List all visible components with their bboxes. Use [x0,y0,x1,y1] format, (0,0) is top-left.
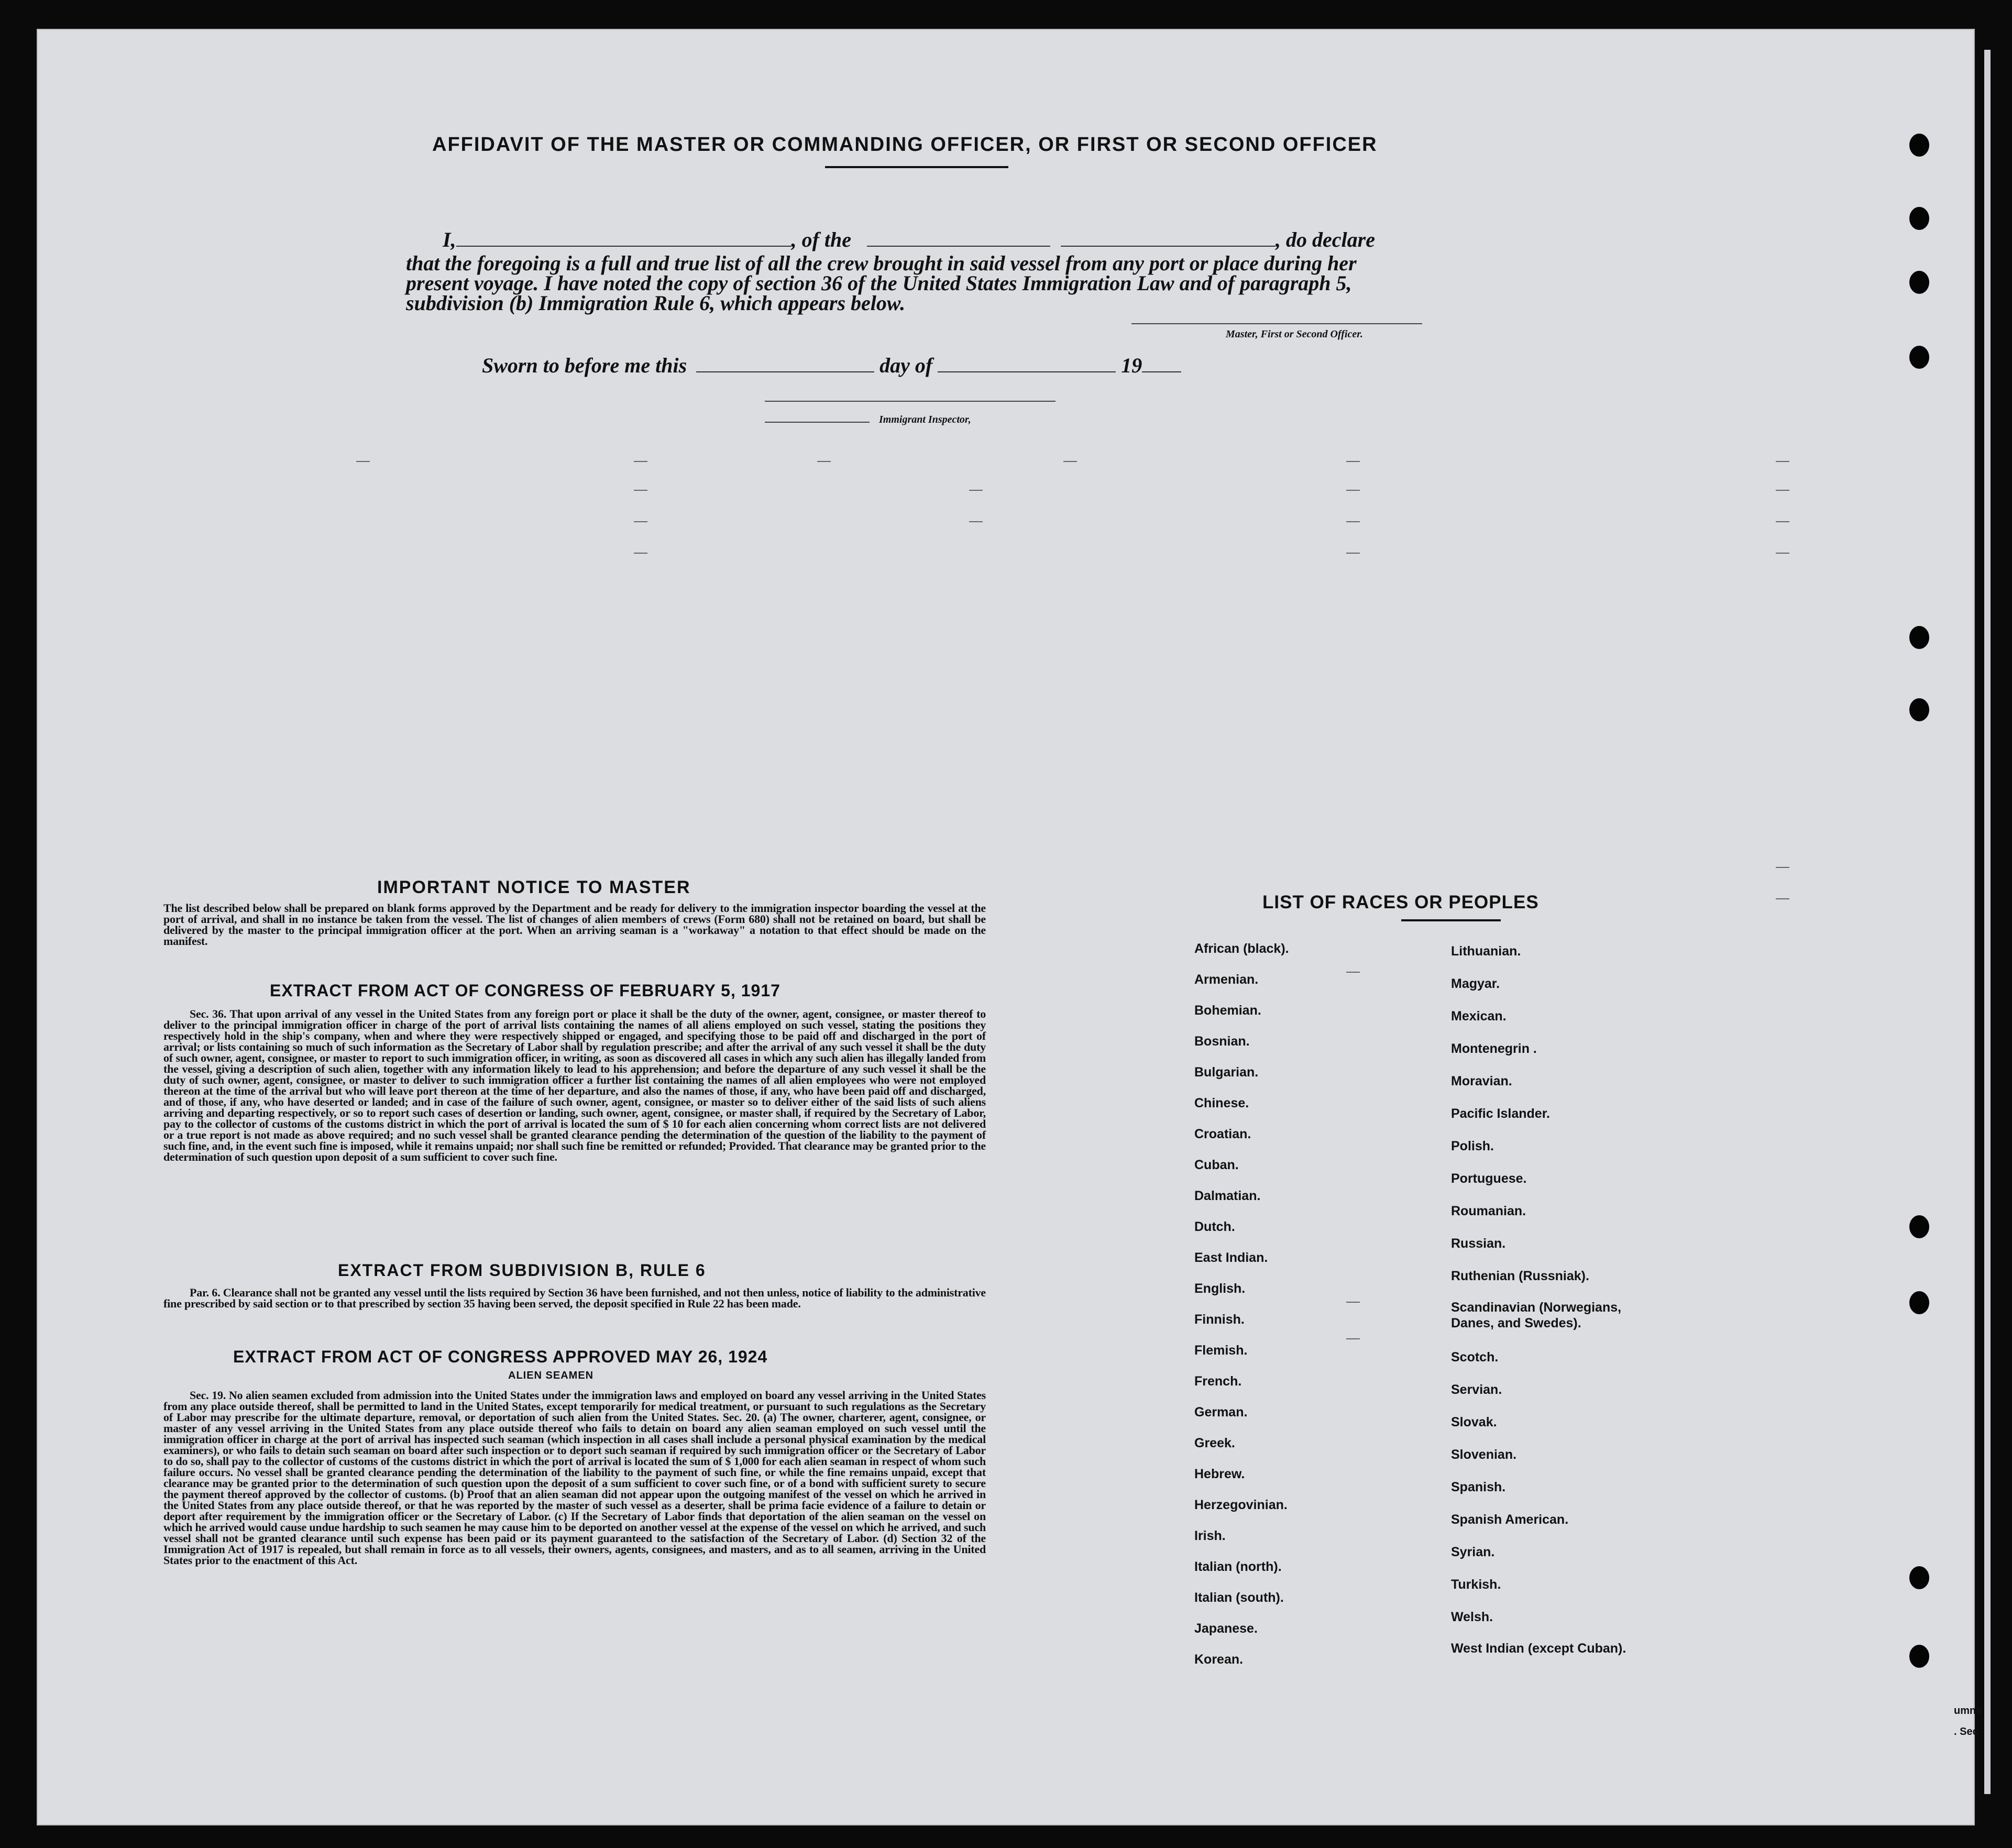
extract-1917-text: Sec. 36. That upon arrival of any vessel in the United States from any foreign port or place it shall be the duty of the owner, agent, consignee, or master thereof to deliver to the principal immigration officer in charge of the port of arrival lists containing the names of all aliens employed on such vessel, stating the positions they respectively hold in the ship's company, when and where they were respectively shipped or engaged, and specifying those to be paid off and discharged in the port of arrival; or lists containing so much of such information as the Secretary of Labor shall by regulation prescribe; and after the arrival of any such vessel it shall be the duty of such owner, agent, consignee, or master to report to such immigration officer, in writing, as soon as discovered all cases in which any such alien has illegally landed from the vessel, giving a description of such alien, together with any information likely to lead to his apprehension; and before the departure of any such vessel it shall be the duty of such owner, agent, consignee, or master to deliver to such immigration officer a further list containing the names of all alien employees who were not employed thereon at the time of the arrival but who will leave port thereon at the time of her departure, and also the names of those, if any, who have been paid off and discharged, and of those, if any, who have deserted or landed; and in case of the failure of such owner, agent, consignee, or master so to deliver either of the said lists of such aliens arriving and departing respectively, or so to report such cases of desertion or landing, such owner, agent, consignee, or master shall, if required by the Secretary of Labor, pay to the collector of customs of the customs district in which the port of arrival is located the sum of $ 10 for each alien concerning whom correct lists are not delivered or a true report is not made as above required; and no such vessel shall be granted clearance pending the determination of the question of the liability to the payment of such fine, and, in the event such fine is imposed, while it remains unpaid; nor shall such fine be remitted or refunded; Provided. That clearance may be granted prior to the determination of such question upon deposit of a sum sufficient to cover such fine. [163,1007,986,1163]
dash-mark [1346,490,1360,491]
inspector-line-short [765,422,870,423]
extract-rule6-text: Par. 6. Clearance shall not be granted any vessel until the lists required by Section 36 have been furnished, and not then unless, notice of liability to the administrative fine prescribed by said section or to that prescribed by section 35 having been served, the deposit specified in Rule 22 has been made. [163,1286,986,1310]
race-item: Flemish. [1194,1343,1248,1358]
race-item: Irish. [1194,1528,1226,1543]
race-item: Russian. [1451,1236,1506,1251]
dash-mark [1776,553,1789,554]
race-item: Scotch. [1451,1350,1499,1365]
race-item: Bosnian. [1194,1034,1250,1049]
race-item: Moravian. [1451,1074,1512,1088]
punch-hole [1909,1215,1929,1238]
dash-mark [1063,461,1077,462]
sworn-line [482,351,1181,380]
punch-hole [1909,626,1929,649]
punch-hole [1909,346,1929,369]
year-prefix: 19 [1121,354,1142,377]
race-item: Croatian. [1194,1127,1251,1141]
punch-hole [1909,207,1929,230]
race-item: Dutch. [1194,1219,1235,1234]
dash-mark [1776,490,1789,491]
races-underline [1401,919,1501,921]
sworn-text: Sworn to before me this [482,354,687,377]
extract-1924-text: Sec. 19. No alien seamen excluded from admission into the United States under the immigration laws and employed on board any vessel arriving in the United States from any place outside thereof, shall be permitted to land in the United States, except temporarily for medical treatment, or pursuant to such regulations as the Secretary of Labor may prescribe for the ultimate departure, removal, or deportation of such alien from the United States. Sec. 20. (a) The owner, charterer, agent, consignee, or master of any vessel arriving in the United States from any place outside thereof who fails to detain on board any alien seaman employed on such vessel until the immigration officer in charge at the port of arrival has inspected such seaman (which inspection in all cases shall include a personal physical examination by the medical examiners), or who fails to detain such seaman on board after such inspection or to deport such seaman if required by such immigration officer or the Secretary of Labor to do so, shall pay to the collector of customs of the customs district in which the port of arrival is located the sum of $ 1,000 for each alien seaman in respect of whom such failure occurs. No vessel shall be granted clearance pending the determination of the liability to the payment of such fine, or while the fine remains unpaid, except that clearance may be granted prior to the determination of such question upon the deposit of a sum sufficient to cover such fine, or of a bond with sufficient surety to secure the payment thereof approved by the collector of customs. (b) Proof that an alien seaman did not appear upon the outgoing manifest of the vessel on which he arrived in the United States from any place outside thereof, or that he was reported by the master of such vessel as a deserter, shall be prima facie evidence of a failure to detain or deport after requirement by the immigration officer or the Secretary of Labor. (c) If the Secretary of Labor finds that deportation of the alien seaman on the vessel on which he arrived would cause undue hardship to such seamen he may cause him to be deported on another vessel at the expense of the vessel on which he arrived, and such vessel shall not be granted clearance until such expense has been paid or its payment guaranteed to the satisfaction of the Secretary of Labor. (d) Section 32 of the Immigration Act of 1917 is repealed, but shall remain in force as to all vessels, their owners, agents, consignees, and masters, and as to all seamen, arriving in the United States prior to the enactment of this Act. [163,1389,986,1567]
dash-mark [969,521,983,522]
extract-rule6-title: EXTRACT FROM SUBDIVISION B, RULE 6 [338,1261,706,1280]
race-item: Spanish American. [1451,1512,1569,1527]
margin-fragment: umns [1954,1705,1982,1717]
race-item: Japanese. [1194,1621,1258,1636]
master-caption: Master, First or Second Officer. [1226,328,1363,340]
dash-mark [1346,553,1360,554]
race-item: Bulgarian. [1194,1065,1259,1080]
inspector-signature-line[interactable] [765,401,1056,402]
race-item: Dalmatian. [1194,1189,1261,1203]
vessel-blank-1[interactable] [867,230,1050,247]
document-page [37,29,1982,1825]
race-item: Syrian. [1451,1545,1495,1559]
inspector-caption: Immigrant Inspector, [879,414,971,425]
race-item: Slovak. [1451,1415,1497,1429]
race-item: East Indian. [1194,1250,1268,1265]
affidavit-declare: , do declare [1276,228,1375,251]
race-item: Pacific Islander. [1451,1106,1550,1121]
punch-hole [1909,1566,1929,1589]
extract-1924-title: EXTRACT FROM ACT OF CONGRESS APPROVED MAY 26, 1924 [233,1347,768,1366]
dash-mark [1776,461,1789,462]
title-underline [825,166,1008,168]
affidavit-line2: that the foregoing is a full and true list of all the crew brought in said vessel from any port or place during her [406,251,1357,275]
race-item: German. [1194,1405,1248,1420]
dash-mark [1776,898,1789,899]
race-item: Spanish. [1451,1480,1506,1494]
race-item: Hebrew. [1194,1467,1245,1481]
dash-mark [1776,521,1789,522]
race-item: Korean. [1194,1652,1244,1667]
affidavit-i: I, [443,228,456,251]
affidavit-title: AFFIDAVIT OF THE MASTER OR COMMANDING OFFICER, OR FIRST OR SECOND OFFICER [432,134,1378,156]
race-item: English. [1194,1281,1246,1296]
race-item: Magyar. [1451,976,1500,991]
race-item: Montenegrin . [1451,1041,1537,1056]
name-blank[interactable] [456,230,791,247]
race-item: Chinese. [1194,1096,1249,1110]
extract-1917-title: EXTRACT FROM ACT OF CONGRESS OF FEBRUARY 5, 1917 [270,981,780,1000]
race-item: Finnish. [1194,1312,1245,1327]
notice-text: The list described below shall be prepared on blank forms approved by the Department and be ready for delivery to the immigration inspector boarding the vessel at the port of arrival, and shall in no instance be taken from the vessel. The list of changes of alien members of crews (Form 680) shall not be retained on board, but shall be delivered by the master to the principal immigration officer at the port. When an arriving seaman is a "workaway" a notation to that effect should be made on the manifest. [163,901,986,948]
dash-mark [1346,521,1360,522]
race-item: Polish. [1451,1139,1494,1153]
master-signature-line[interactable] [1131,323,1422,324]
dash-mark [634,553,647,554]
affidavit-line3: present voyage. I have noted the copy of section 36 of the United States Immigration Law and of paragraph 5, [406,271,1352,295]
punch-hole [1909,698,1929,721]
punch-hole [1909,134,1929,157]
race-item: Ruthenian (Russniak). [1451,1269,1589,1283]
race-item: Scandinavian (Norwegians, Danes, and Swedes). [1451,1300,1622,1330]
races-title: LIST OF RACES OR PEOPLES [1262,892,1539,912]
dash-mark [634,521,647,522]
dash-mark [1346,1302,1360,1303]
vessel-blank-2[interactable] [1061,230,1276,247]
day-of-text: day of [879,354,933,377]
dash-mark [1776,867,1789,868]
extract-1924-subtitle: ALIEN SEAMEN [508,1370,594,1381]
margin-fragment: . Sec [1954,1726,1978,1737]
race-item: Turkish. [1451,1577,1501,1592]
page-edge-strip [1984,50,1991,1794]
year-blank[interactable] [1142,356,1181,372]
race-item: Italian (north). [1194,1559,1282,1574]
race-item: Welsh. [1451,1610,1493,1624]
race-item: Mexican. [1451,1009,1507,1024]
affidavit-line4: subdivision (b) Immigration Rule 6, which appears below. [406,291,906,315]
sworn-month-blank[interactable] [938,356,1116,372]
race-item: Portuguese. [1451,1171,1527,1186]
dash-mark [634,461,647,462]
race-item: Slovenian. [1451,1447,1517,1462]
race-item: West Indian (except Cuban). [1451,1641,1626,1656]
affidavit-of-the: , of the [791,228,852,251]
race-item: Italian (south). [1194,1590,1284,1605]
dash-mark [1346,972,1360,973]
race-item: Roumanian. [1451,1204,1526,1218]
punch-hole [1909,271,1929,294]
sworn-day-blank[interactable] [696,356,874,372]
punch-hole [1909,1291,1929,1314]
dash-mark [1346,461,1360,462]
race-item: Servian. [1451,1382,1502,1397]
race-item: Lithuanian. [1451,944,1521,959]
dash-mark [1346,1338,1360,1339]
dash-mark [634,490,647,491]
punch-hole [1909,1645,1929,1668]
dash-mark [817,461,831,462]
race-item: Herzegovinian. [1194,1498,1288,1512]
race-item: French. [1194,1374,1242,1389]
dash-mark [356,461,370,462]
race-item: African (black). [1194,941,1289,956]
dash-mark [969,490,983,491]
race-item: Bohemian. [1194,1003,1261,1018]
notice-title: IMPORTANT NOTICE TO MASTER [377,877,691,897]
race-item: Armenian. [1194,972,1259,987]
race-item: Greek. [1194,1436,1235,1450]
race-item: Cuban. [1194,1158,1239,1172]
